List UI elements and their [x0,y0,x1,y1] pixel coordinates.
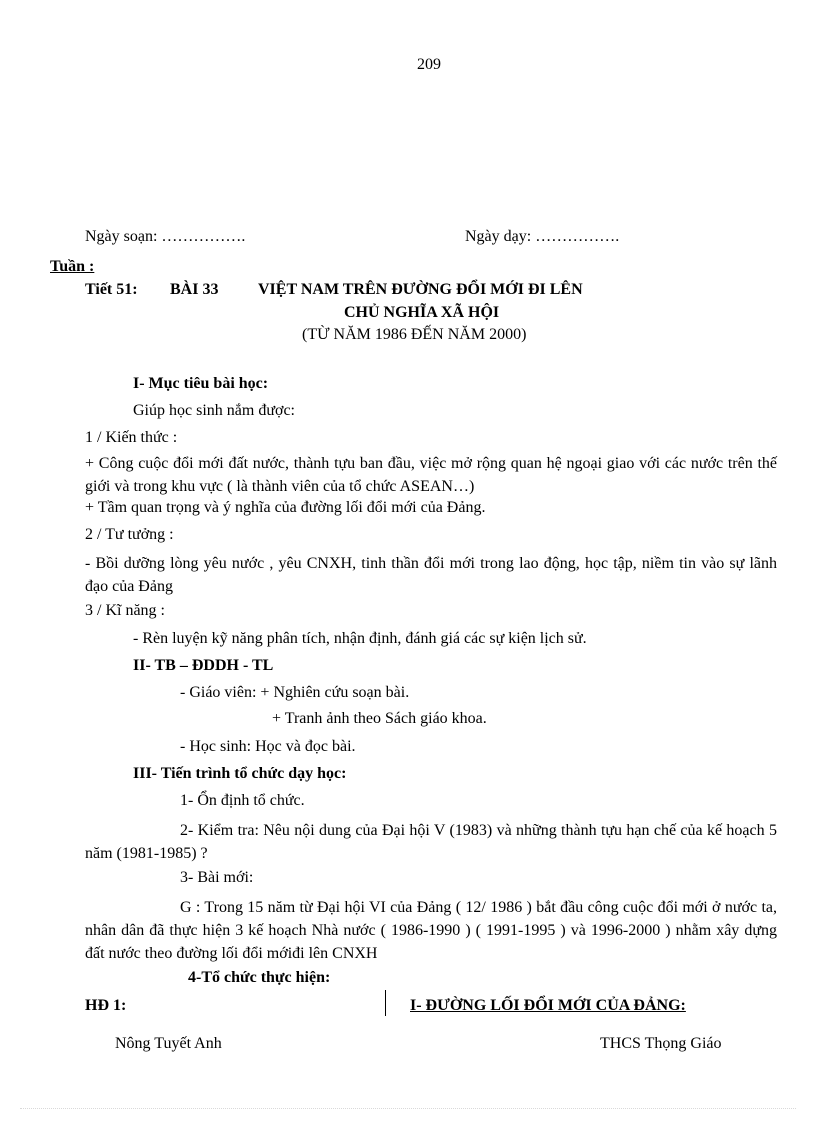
bai-label: BÀI 33 [170,281,219,298]
giao-vien-line: - Giáo viên: + Nghiên cứu soạn bài. [180,684,410,701]
kien-thuc-label: 1 / Kiến thức : [85,429,178,446]
tu-tuong-item: - Bồi dưỡng lòng yêu nước , yêu CNXH, tinh thần đổi mới trong lao động, học tập, niềm tin vào sự lãnh đạo của Đảng [85,555,777,595]
section-1-heading: I- Mục tiêu bài học: [133,375,269,392]
page-number: 209 [417,56,441,73]
kien-thuc-item-2: + Tầm quan trọng và ý nghĩa của đường lối đổi mới của Đảng. [85,499,486,516]
ki-nang-label: 3 / Kĩ năng : [85,602,165,619]
intro-text: Giúp học sinh nắm được: [133,402,295,419]
giao-vien-line-2: + Tranh ảnh theo Sách giáo khoa. [272,710,487,727]
hoc-sinh-line: - Học sinh: Học và đọc bài. [180,738,356,755]
tuan-label: Tuần : [50,258,95,275]
lesson-title-line3: (TỪ NĂM 1986 ĐẾN NĂM 2000) [302,326,527,343]
ki-nang-item: - Rèn luyện kỹ năng phân tích, nhận định, đánh giá các sự kiện lịch sử. [133,630,587,647]
ngay-soan: Ngày soạn: ……………. [85,228,246,245]
footer-school: THCS Thọng Giáo [600,1035,722,1052]
section-2-heading: II- TB – ĐDDH - TL [133,657,274,674]
g-paragraph: G : Trong 15 năm từ Đại hội VI của Đảng ( 12/ 1986 ) bắt đầu công cuộc đổi mới ở nước ta, nhân dân đã thực hiện 3 kế hoạch Nhà nước ( 1986-1990 ) ( 1991-1995 ) và 1996-2000 ) nhằm xây dựng đất nước theo đường lối đổi mớiđi lên CNXH [85,899,777,962]
lesson-title-line1: VIỆT NAM TRÊN ĐƯỜNG ĐỔI MỚI ĐI LÊN [258,281,583,298]
lesson-title-line2: CHỦ NGHĨA XÃ HỘI [344,304,500,321]
step-2: 2- Kiểm tra: Nêu nội dung của Đại hội V (1983) và những thành tựu hạn chế của kế hoạch 5 năm (1981-1985) ? [85,822,777,862]
step-3: 3- Bài mới: [180,869,254,886]
tu-tuong-label: 2 / Tư tưởng : [85,526,174,543]
section-3-heading: III- Tiến trình tổ chức dạy học: [133,765,347,782]
footer-author: Nông Tuyết Anh [115,1035,222,1052]
duong-loi-heading: I- ĐƯỜNG LỐI ĐỔI MỚI CỦA ĐẢNG: [410,997,686,1014]
hd1-label: HĐ 1: [85,997,127,1014]
tiet-label: Tiết 51: [85,281,138,298]
ngay-day: Ngày dạy: ……………. [465,228,620,245]
footer-dotted-rule [20,1108,796,1109]
step-4: 4-Tổ chức thực hiện: [188,969,331,986]
column-divider [385,990,386,1016]
kien-thuc-item-1: + Công cuộc đổi mới đất nước, thành tựu ban đầu, việc mở rộng quan hệ ngoại giao với các nước trên thế giới và trong khu vực ( là thành viên của tổ chức ASEAN…) [85,455,777,495]
step-1: 1- Ổn định tổ chức. [180,792,305,809]
